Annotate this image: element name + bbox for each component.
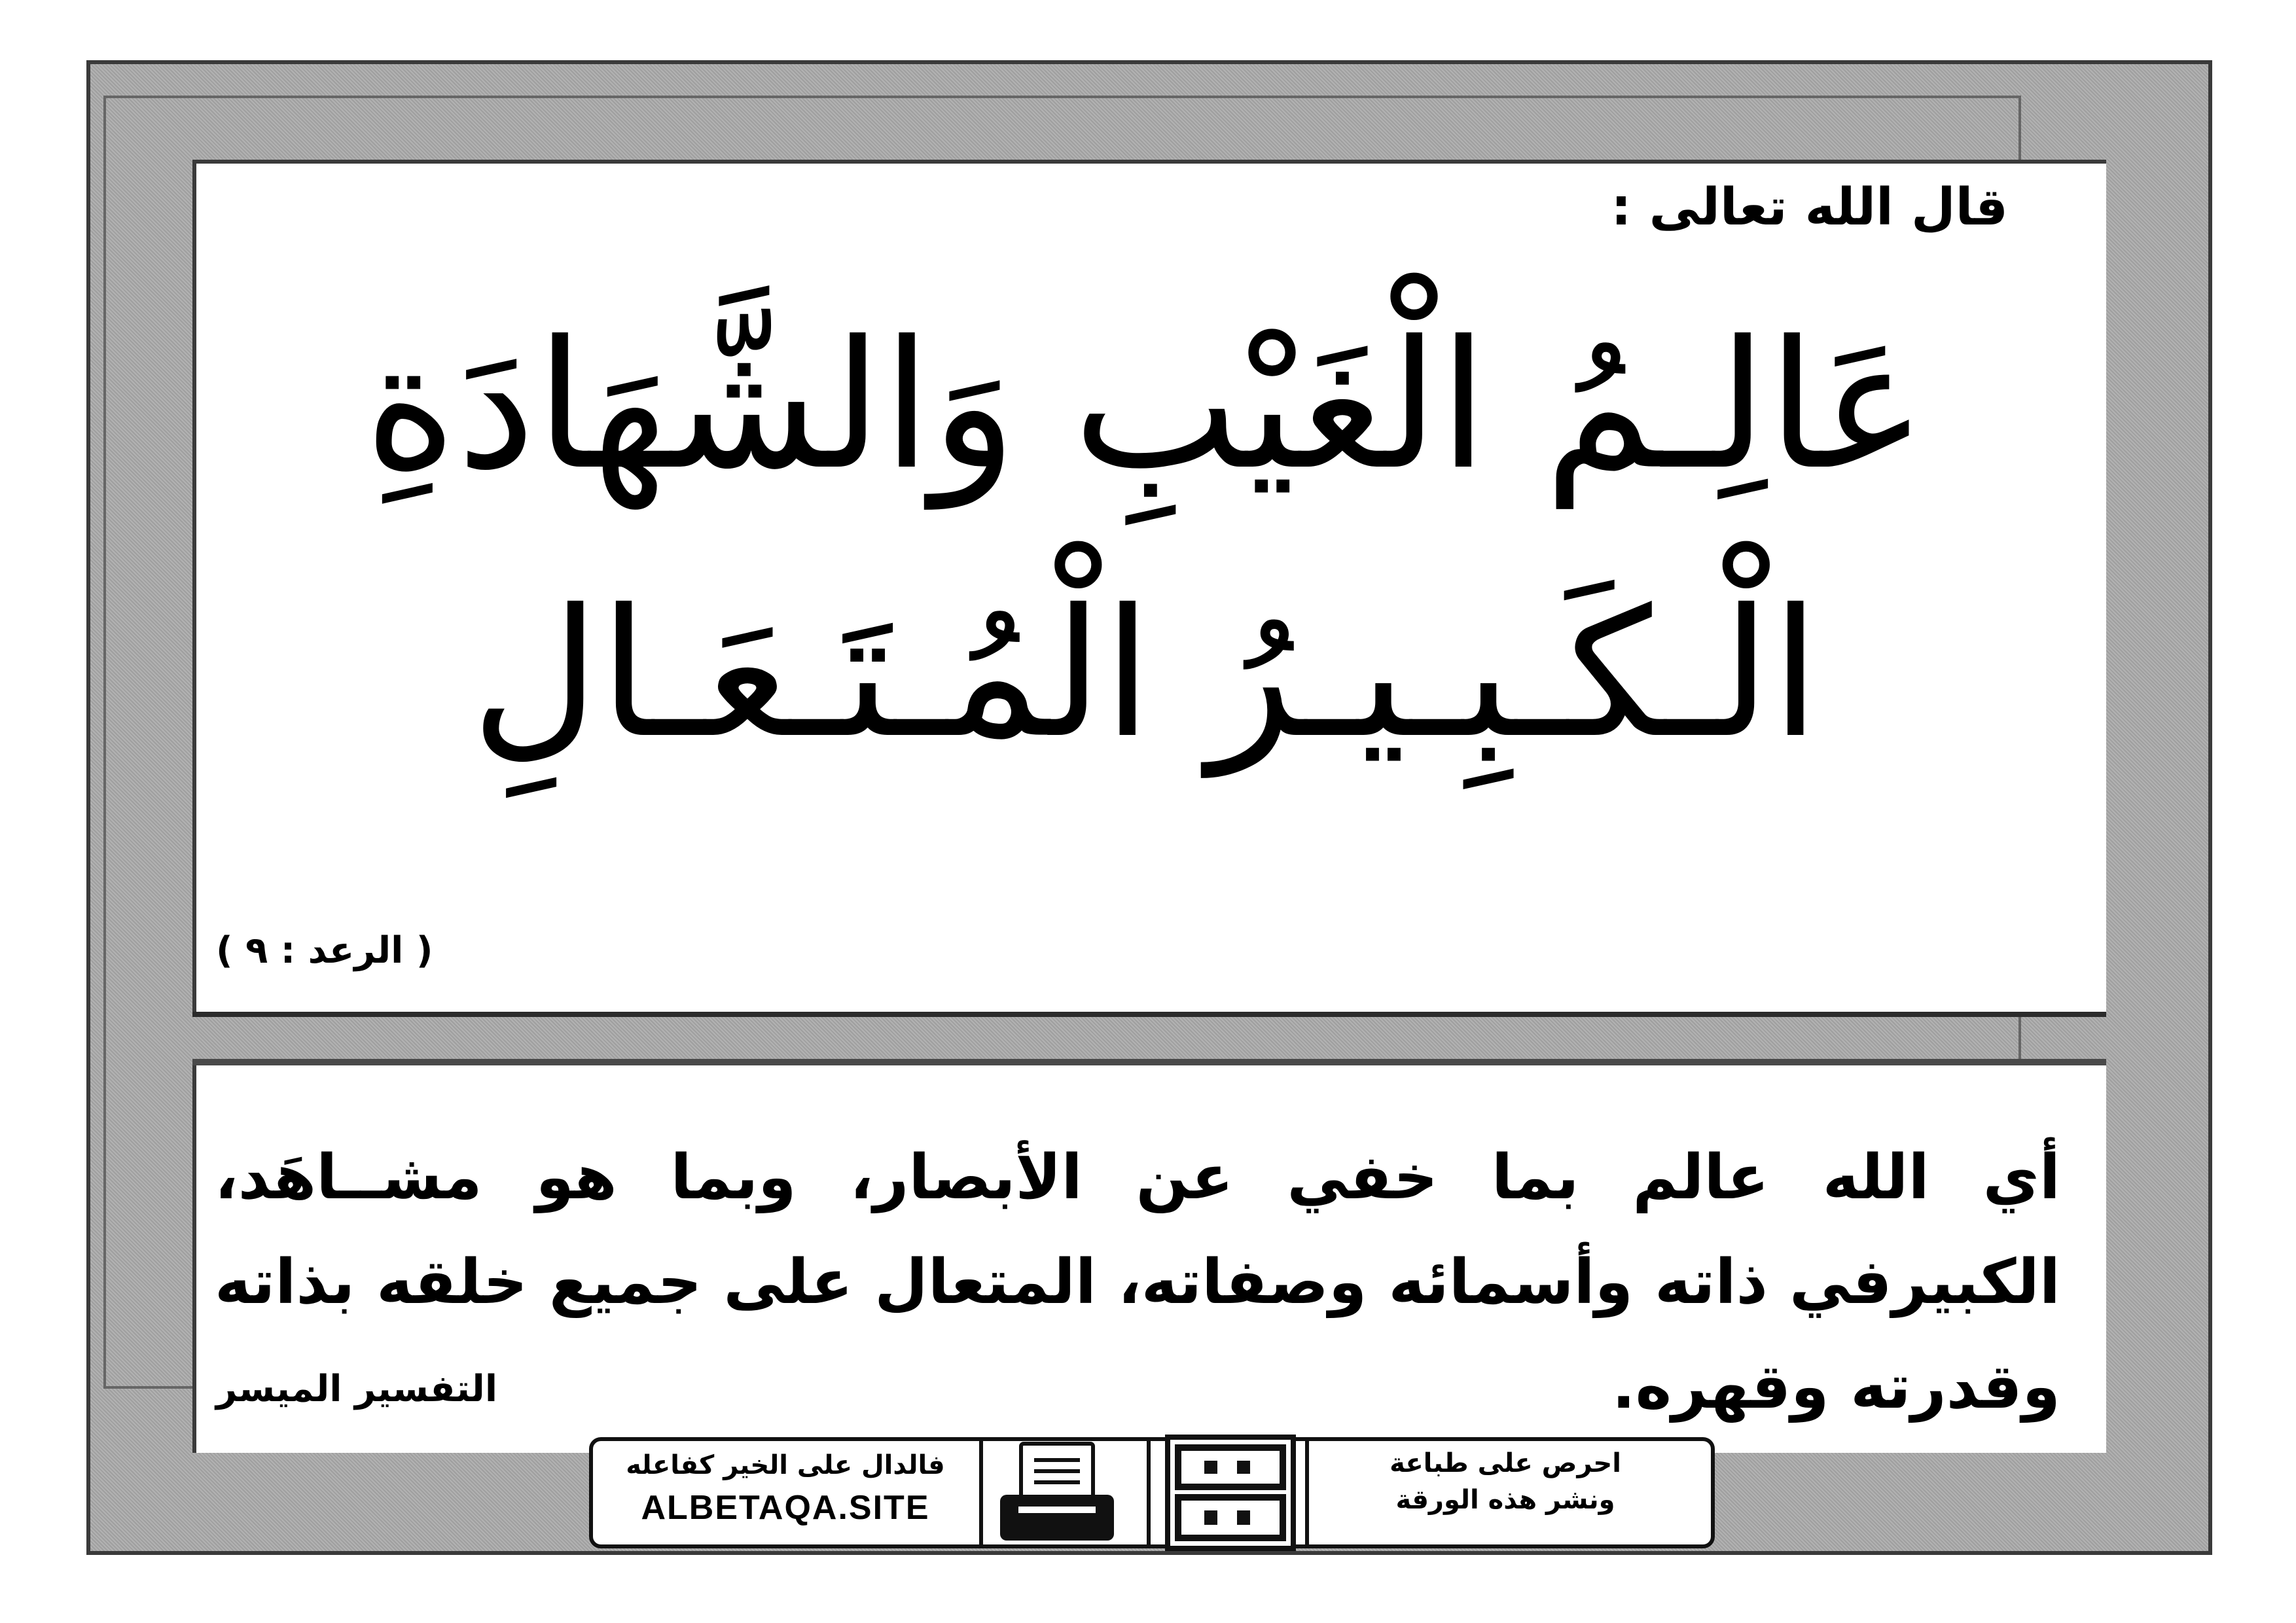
intro-text: قال الله تعالى :: [1611, 178, 2008, 237]
footer-separator: [979, 1441, 983, 1544]
printer-icon: [995, 1437, 1119, 1548]
footer-separator: [1147, 1441, 1151, 1544]
logo-icon: [1165, 1435, 1296, 1551]
verse-line-2: الْـكَـبِـيـرُ الْمُـتَـعَـالِ: [471, 571, 1820, 777]
verse-line-1: عَالِـمُ الْغَيْبِ وَالشَّهَادَةِ: [364, 302, 1927, 508]
footer-call-line-1: احرص على طباعة: [1390, 1448, 1621, 1478]
footer-call-line-2: ونشر هذه الورقة: [1395, 1485, 1615, 1515]
tafsir-source: التفسير الميسر: [216, 1368, 498, 1410]
footer-site-link[interactable]: ALBETAQA.SITE: [641, 1489, 930, 1527]
panel-divider: [192, 1012, 2106, 1017]
verse-reference: ( الرعد : ٩ ): [216, 929, 433, 972]
footer-site-block: [602, 1448, 969, 1539]
footer-slogan: فالدال على الخير كفاعله: [626, 1450, 945, 1480]
tafsir-text: أي الله عالم بما خفي عن الأبصار، وبما هو مشــاهَد، الكبيرفي ذاته وأسمائه وصفاته، المتعال على جميع خلقه بذاته وقدرته وقهره.: [215, 1142, 2060, 1423]
footer-call-to-action: [1309, 1445, 1702, 1543]
panel-divider-lower: [192, 1059, 2106, 1065]
